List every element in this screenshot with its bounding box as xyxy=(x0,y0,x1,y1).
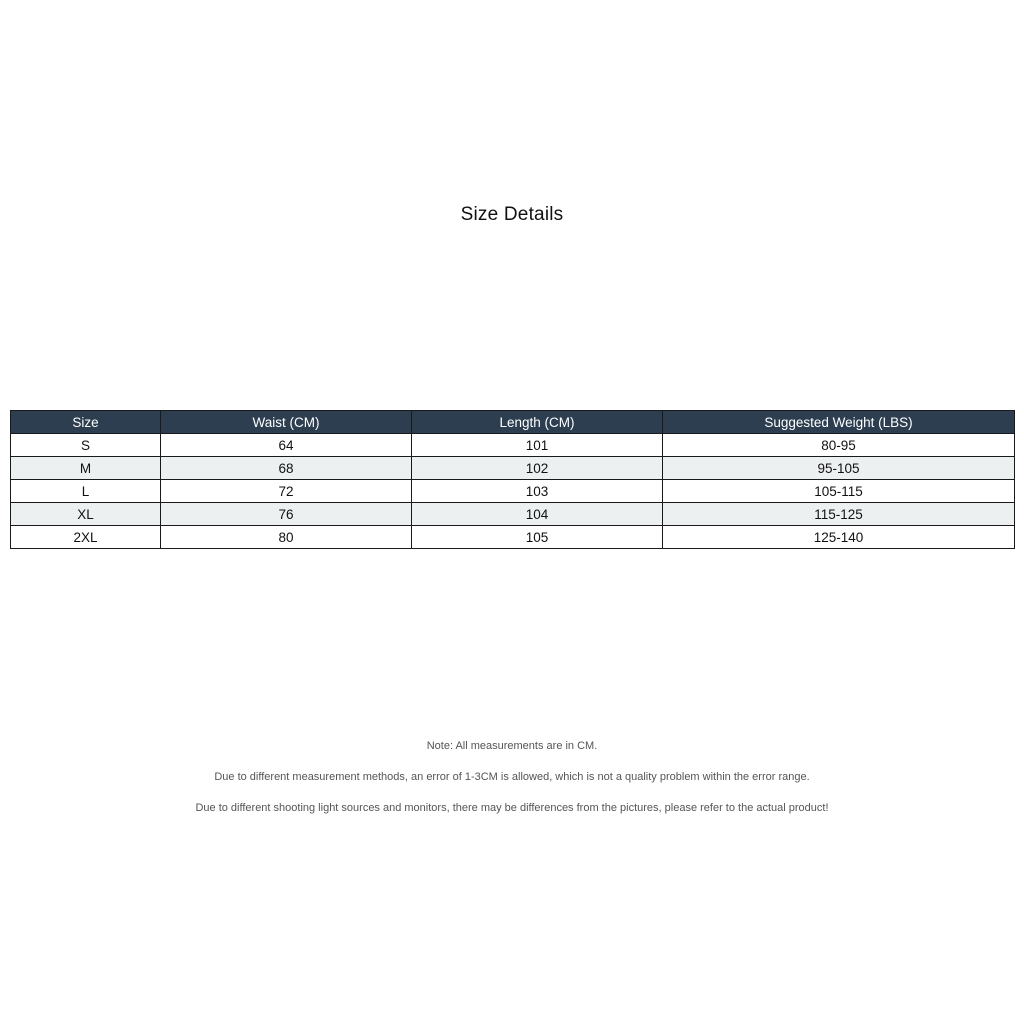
header-waist: Waist (CM) xyxy=(161,411,412,434)
cell-waist: 68 xyxy=(161,457,412,480)
cell-weight: 115-125 xyxy=(663,503,1015,526)
cell-length: 103 xyxy=(412,480,663,503)
table-row xyxy=(11,434,1015,457)
note-measurements: Note: All measurements are in CM. xyxy=(426,740,598,752)
size-table xyxy=(10,410,1015,549)
cell-size: S xyxy=(11,434,161,457)
table-row xyxy=(11,480,1015,503)
table-row xyxy=(11,526,1015,549)
notes xyxy=(0,739,1024,832)
note-error-range: Due to different measurement methods, an error of 1-3CM is allowed, which is not a quality problem within the error range. xyxy=(214,771,810,783)
table-row xyxy=(11,457,1015,480)
cell-weight: 105-115 xyxy=(663,480,1015,503)
header-length: Length (CM) xyxy=(412,411,663,434)
cell-size: L xyxy=(11,480,161,503)
cell-size: M xyxy=(11,457,161,480)
cell-waist: 80 xyxy=(161,526,412,549)
cell-length: 101 xyxy=(412,434,663,457)
cell-length: 105 xyxy=(412,526,663,549)
cell-size: 2XL xyxy=(11,526,161,549)
header-suggested-weight: Suggested Weight (LBS) xyxy=(663,411,1015,434)
header-size: Size xyxy=(11,411,161,434)
cell-waist: 64 xyxy=(161,434,412,457)
cell-size: XL xyxy=(11,503,161,526)
cell-waist: 72 xyxy=(161,480,412,503)
page-title: Size Details xyxy=(460,204,564,225)
cell-length: 102 xyxy=(412,457,663,480)
note-color-difference: Due to different shooting light sources and monitors, there may be differences from the pictures, please refer to the actual product! xyxy=(195,802,829,814)
table-row xyxy=(11,503,1015,526)
cell-waist: 76 xyxy=(161,503,412,526)
cell-length: 104 xyxy=(412,503,663,526)
cell-weight: 95-105 xyxy=(663,457,1015,480)
table-header-row xyxy=(11,411,1015,434)
cell-weight: 125-140 xyxy=(663,526,1015,549)
cell-weight: 80-95 xyxy=(663,434,1015,457)
